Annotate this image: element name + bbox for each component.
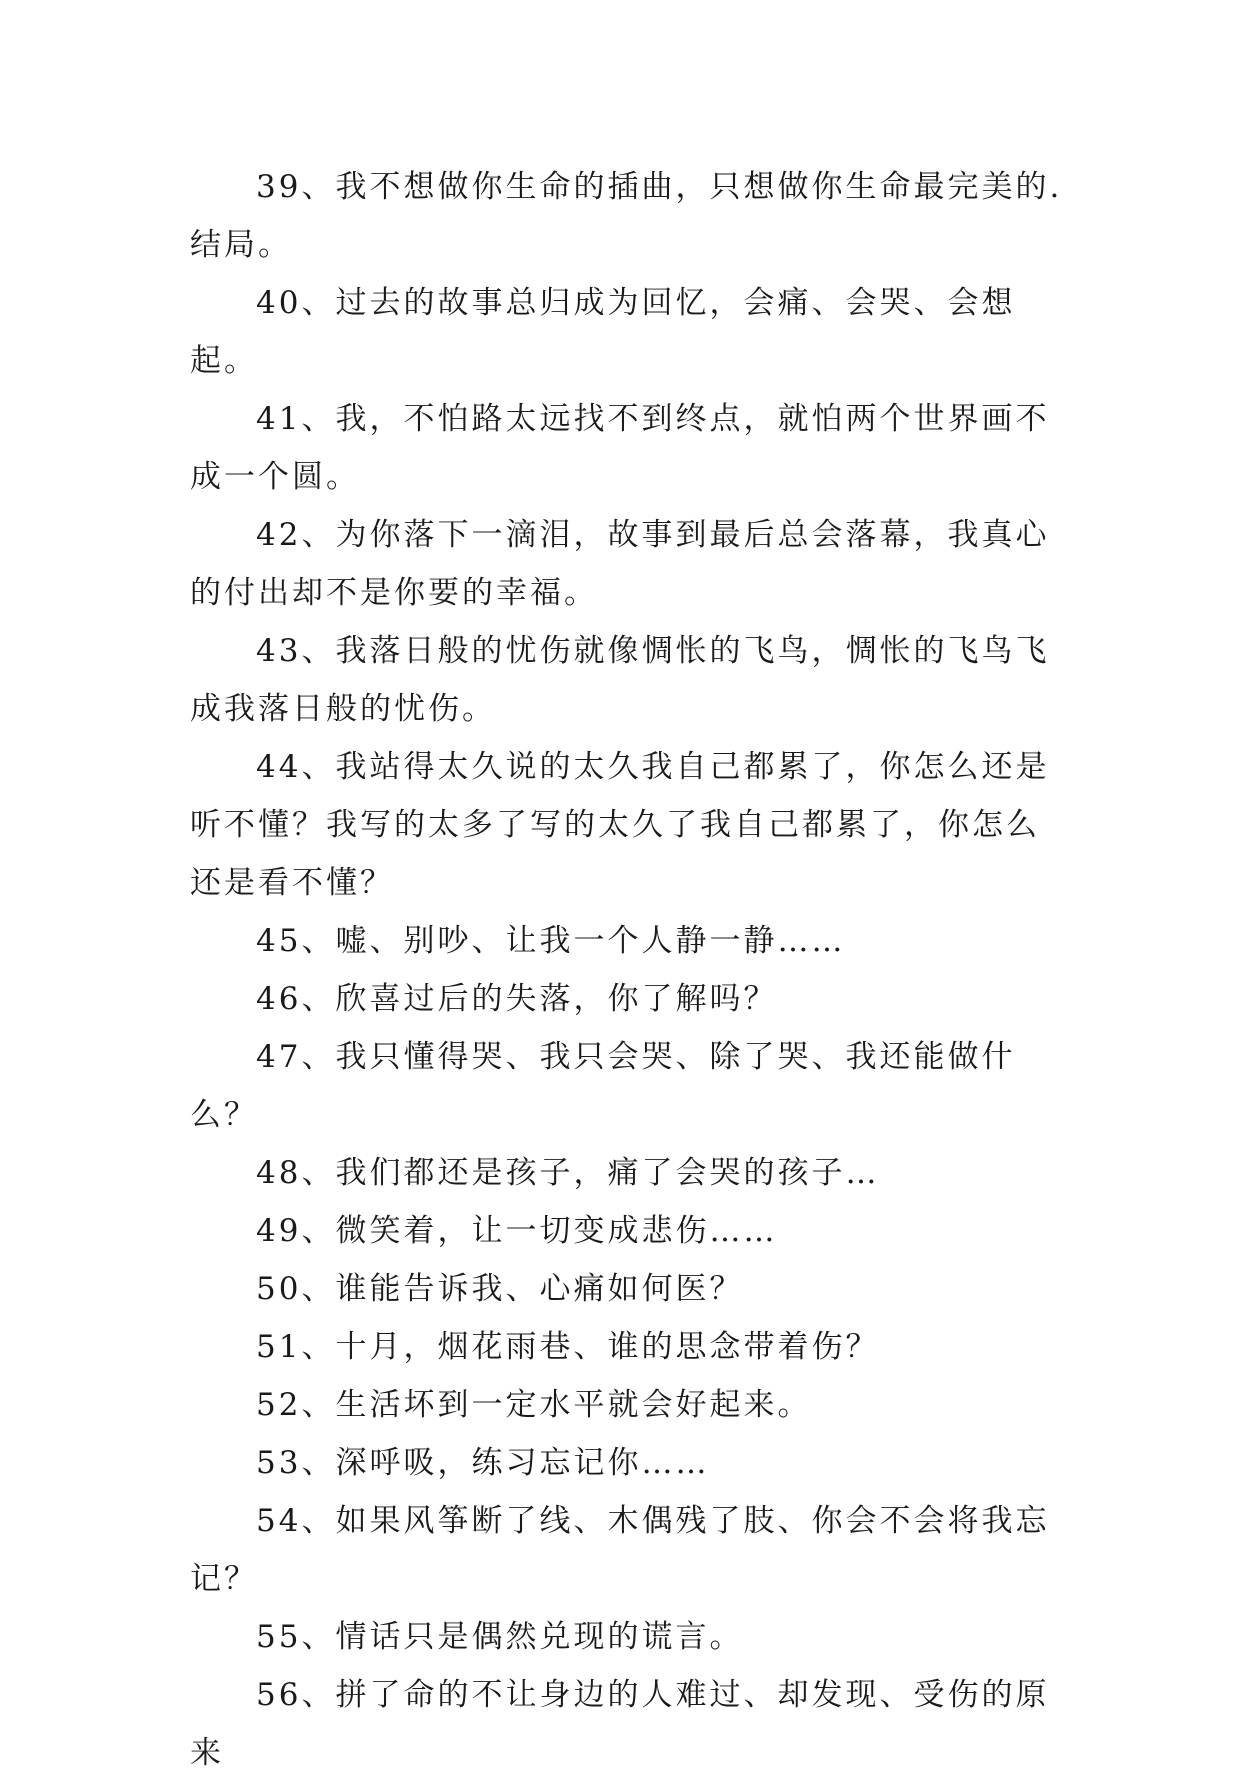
- paragraph-46: 46、欣喜过后的失落，你了解吗？: [256, 981, 778, 1017]
- paragraph-43: 43、我落日般的忧伤就像惆怅的飞鸟，惆怅的飞鸟飞成我落日般的忧伤。: [190, 633, 1050, 727]
- paragraph-45: 45、嘘、别吵、让我一个人静一静……: [256, 923, 846, 959]
- paragraph-53: 53、深呼吸，练习忘记你……: [256, 1445, 710, 1481]
- paragraph-39: 39、我不想做你生命的插曲，只想做你生命最完美的.结局。: [190, 169, 1063, 263]
- paragraph-44: 44、我站得太久说的太久我自己都累了，你怎么还是听不懂？我写的太多了写的太久了我自己都累了，你怎么还是看不懂？: [190, 749, 1050, 901]
- paragraph-50: 50、谁能告诉我、心痛如何医？: [256, 1271, 744, 1307]
- paragraph-42: 42、为你落下一滴泪，故事到最后总会落幕，我真心的付出却不是你要的幸福。: [190, 517, 1050, 611]
- paragraph-54: 54、如果风筝断了线、木偶残了肢、你会不会将我忘记？: [190, 1503, 1050, 1597]
- paragraph-40: 40、过去的故事总归成为回忆，会痛、会哭、会想起。: [190, 285, 1016, 379]
- paragraph-51: 51、十月，烟花雨巷、谁的思念带着伤？: [256, 1329, 880, 1365]
- paragraph-56: 56、拼了命的不让身边的人难过、却发现、受伤的原来: [190, 1677, 1050, 1771]
- paragraph-49: 49、微笑着，让一切变成悲伤……: [256, 1213, 778, 1249]
- paragraph-48: 48、我们都还是孩子，痛了会哭的孩子…: [256, 1155, 880, 1191]
- paragraph-55: 55、情话只是偶然兑现的谎言。: [256, 1619, 744, 1655]
- paragraph-41: 41、我，不怕路太远找不到终点，就怕两个世界画不成一个圆。: [190, 401, 1050, 495]
- paragraph-52: 52、生活坏到一定水平就会好起来。: [256, 1387, 812, 1423]
- paragraph-47: 47、我只懂得哭、我只会哭、除了哭、我还能做什么？: [190, 1039, 1016, 1133]
- document-body: [190, 158, 1070, 1782]
